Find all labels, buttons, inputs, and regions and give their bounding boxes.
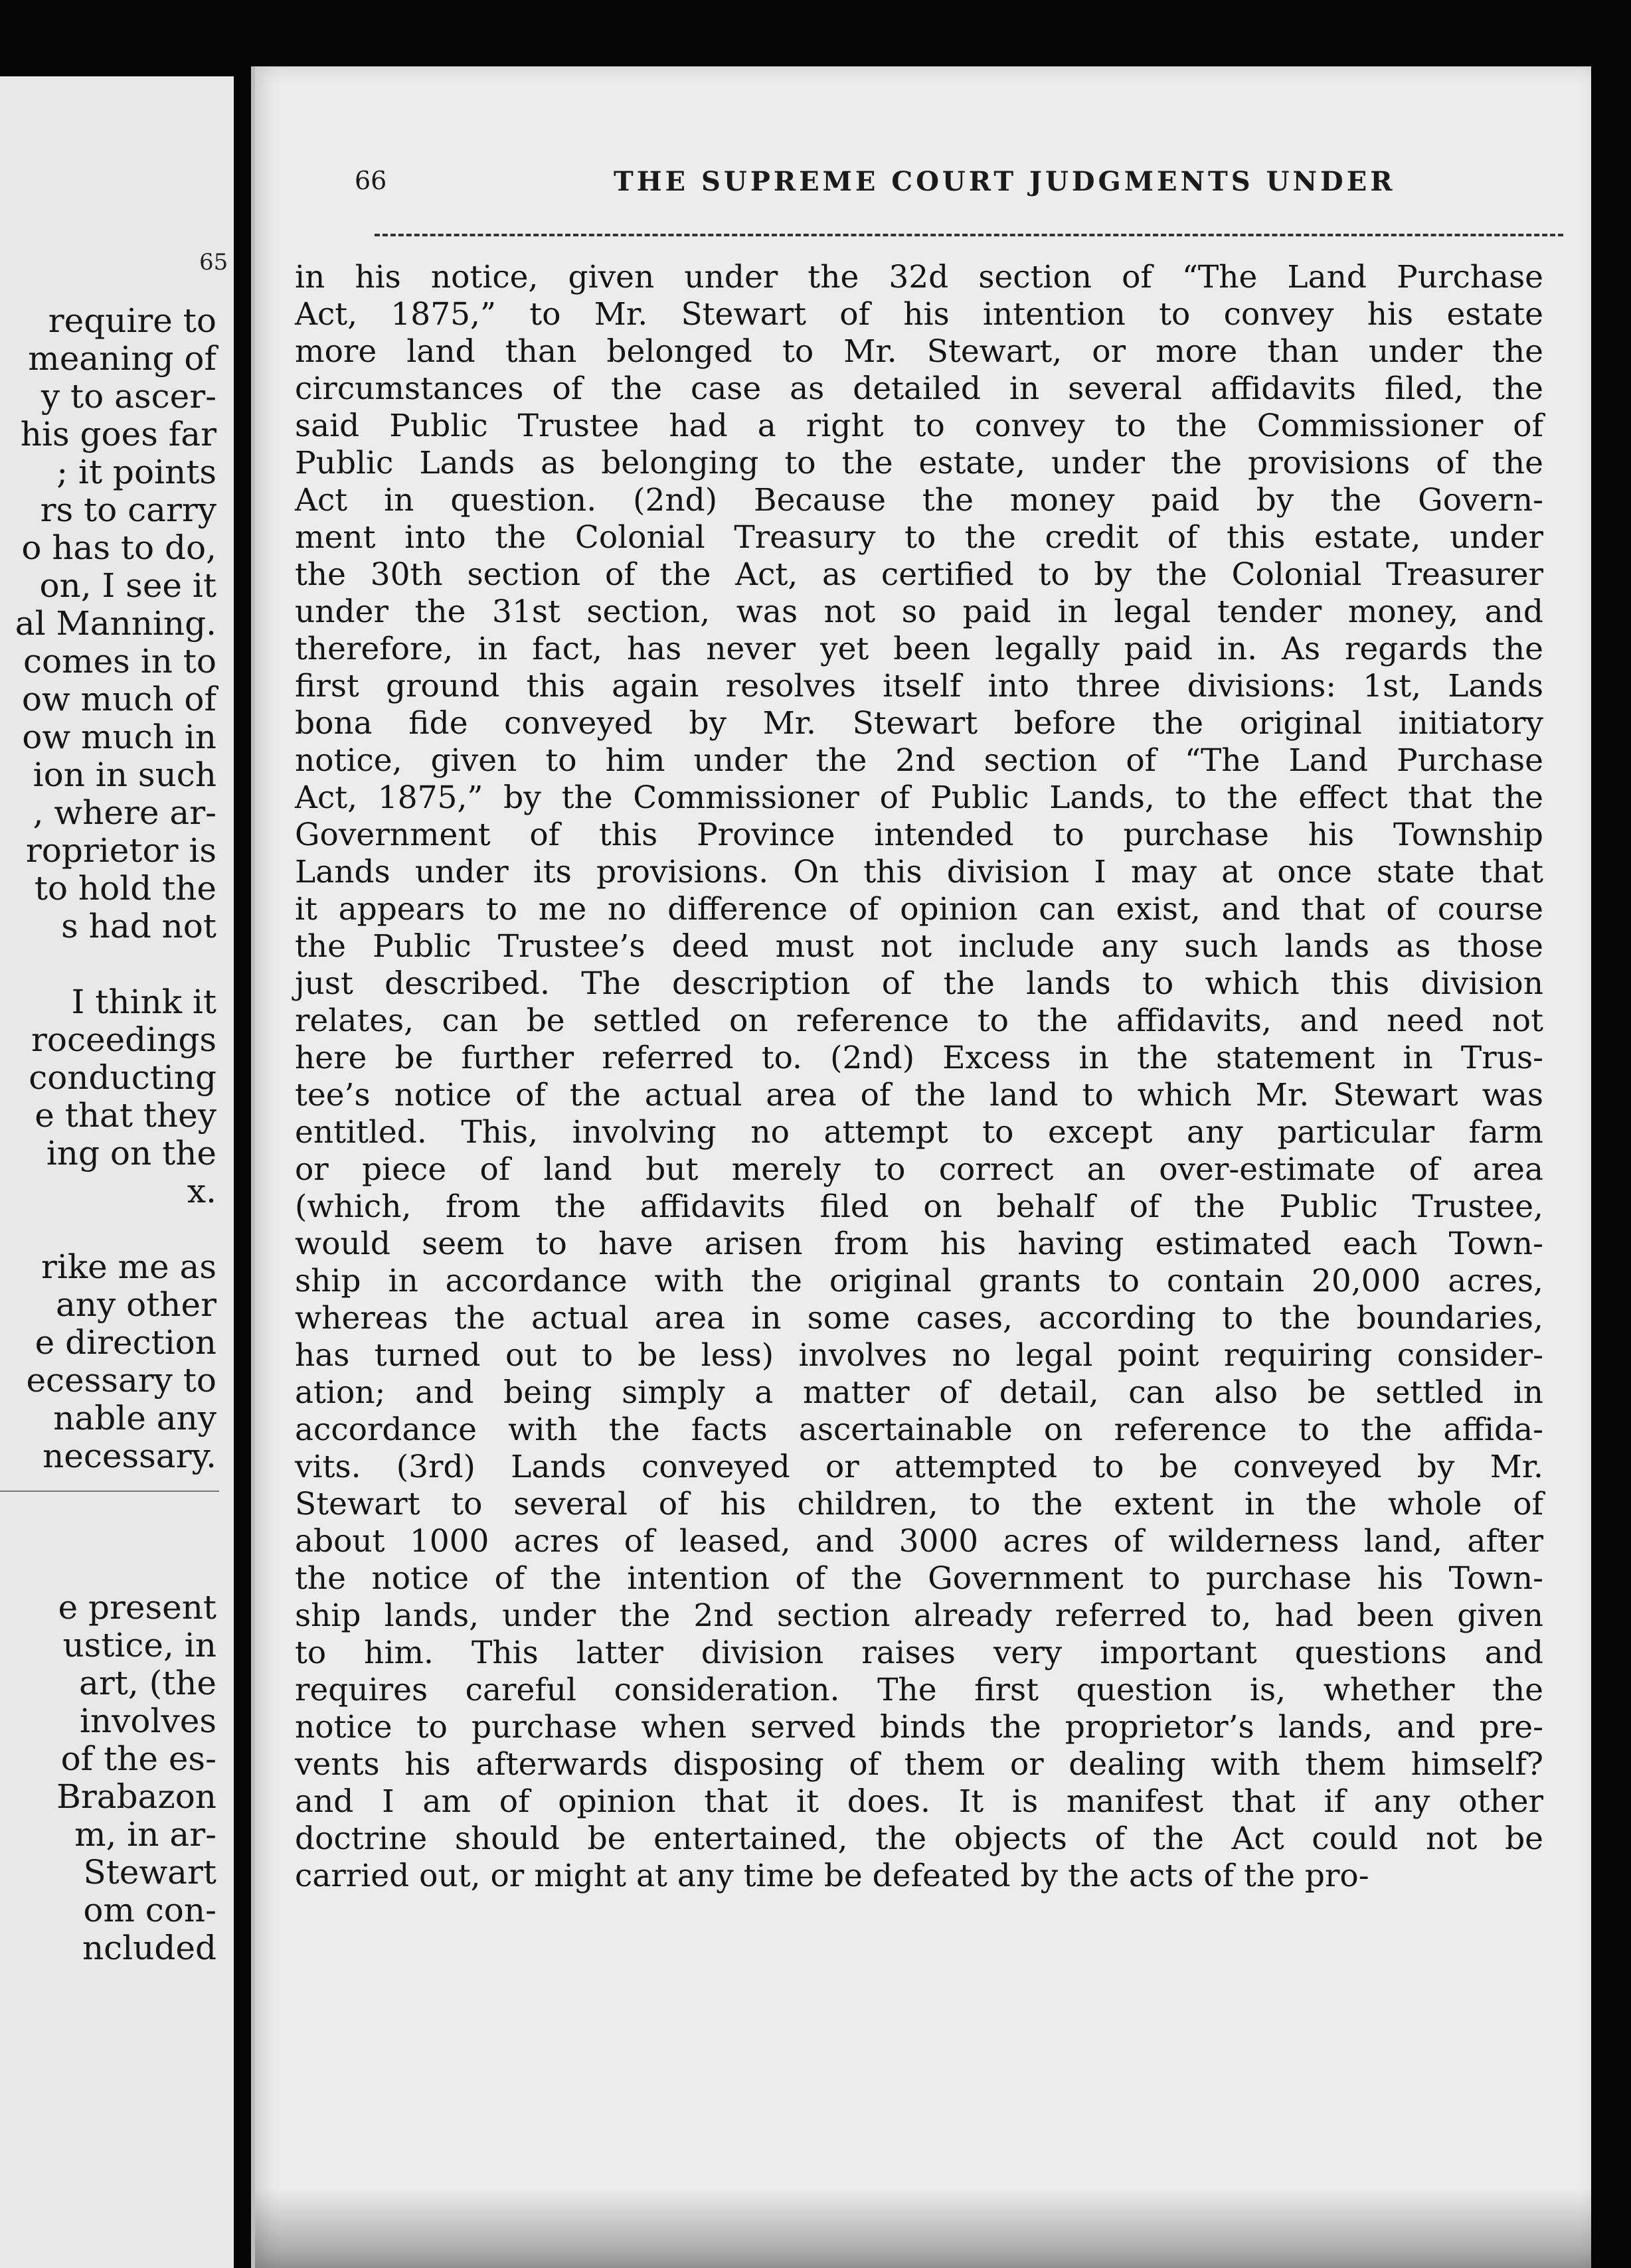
facing-text-line: ncluded — [82, 1929, 216, 1967]
facing-text-line: e present — [58, 1588, 216, 1627]
facing-text-line: necessary. — [43, 1437, 216, 1475]
text-line: accordance with the facts ascertainable on reference to the affida- — [295, 1412, 1543, 1448]
facing-page-fragment — [0, 76, 234, 2268]
text-line: ment into the Colonial Treasury to the credit of this estate, under — [295, 519, 1543, 556]
text-line: in his notice, given under the 32d section of “The Land Purchase — [295, 259, 1543, 295]
text-line: ship lands, under the 2nd section already referred to, had been given — [295, 1597, 1543, 1634]
facing-text-line: I think it — [71, 983, 216, 1021]
facing-text-line: any other — [55, 1285, 216, 1324]
facing-text-line: conducting — [29, 1058, 216, 1097]
facing-text-line: , where ar- — [33, 793, 216, 832]
text-line: notice to purchase when served binds the proprietor’s lands, and pre- — [295, 1709, 1543, 1745]
facing-text-line: his goes far — [20, 415, 216, 453]
text-line: (which, from the affidavits filed on behalf of the Public Trustee, — [295, 1188, 1543, 1225]
facing-text-line: x. — [187, 1172, 216, 1210]
text-line: Act, 1875,” by the Commissioner of Public Lands, to the effect that the — [295, 779, 1543, 816]
facing-text-line: om con- — [83, 1891, 216, 1929]
facing-text-line: e direction — [35, 1323, 216, 1362]
text-line: just described. The description of the lands to which this division — [295, 965, 1543, 1002]
text-line: would seem to have arisen from his having estimated each Town- — [295, 1226, 1543, 1262]
facing-text-line: rs to carry — [40, 491, 216, 529]
text-line: has turned out to be less) involves no legal point requiring consider- — [295, 1337, 1543, 1374]
facing-text-line: ow much in — [22, 718, 216, 756]
text-line: vents his afterwards disposing of them or dealing with them himself? — [295, 1746, 1543, 1783]
facing-text-line: roprietor is — [25, 831, 216, 870]
text-line: the Public Trustee’s deed must not include any such lands as those — [295, 928, 1543, 965]
text-line: tee’s notice of the actual area of the land to which Mr. Stewart was — [295, 1077, 1543, 1113]
page-header — [255, 166, 1591, 219]
facing-text-line: comes in to — [23, 642, 216, 681]
text-line: entitled. This, involving no attempt to except any particular farm — [295, 1114, 1543, 1151]
text-line: circumstances of the case as detailed in several affidavits filed, the — [295, 370, 1543, 407]
text-line: therefore, in fact, has never yet been legally paid in. As regards the — [295, 631, 1543, 667]
facing-text-line: meaning of — [28, 339, 216, 378]
facing-text-line: ustice, in — [62, 1626, 216, 1664]
facing-text-line: ow much of — [21, 680, 216, 718]
text-line: it appears to me no difference of opinion can exist, and that of course — [295, 891, 1543, 928]
text-line: notice, given to him under the 2nd section of “The Land Purchase — [295, 742, 1543, 779]
facing-text-line: o has to do, — [21, 528, 216, 567]
facing-text-line: nable any — [53, 1399, 216, 1437]
header-rule — [375, 234, 1563, 236]
facing-text-line: rike me as — [41, 1248, 216, 1286]
text-line: Government of this Province intended to purchase his Township — [295, 817, 1543, 853]
text-line: Lands under its provisions. On this division I may at once state that — [295, 854, 1543, 890]
page-number: 66 — [355, 166, 387, 195]
facing-text-line: roceedings — [31, 1020, 216, 1059]
facing-text-line: ing on the — [46, 1134, 216, 1173]
facing-text-line: m, in ar- — [74, 1815, 216, 1854]
facing-text-line: al Manning. — [15, 604, 216, 643]
text-line: Public Lands as belonging to the estate, under the provisions of the — [295, 445, 1543, 481]
facing-page-number: 65 — [199, 249, 228, 276]
facing-text-line: e that they — [35, 1096, 216, 1135]
facing-text-line: y to ascer- — [41, 377, 216, 416]
facing-text-line: Brabazon — [56, 1777, 216, 1816]
text-line: Act in question. (2nd) Because the money paid by the Govern- — [295, 482, 1543, 519]
text-line: doctrine should be entertained, the objects of the Act could not be — [295, 1821, 1543, 1857]
facing-text-line: art, (the — [79, 1664, 216, 1702]
text-line: vits. (3rd) Lands conveyed or attempted to be conveyed by Mr. — [295, 1449, 1543, 1485]
facing-text-line: ; it points — [56, 453, 216, 491]
running-head: THE SUPREME COURT JUDGMENTS UNDER — [614, 166, 1396, 197]
text-line: or piece of land but merely to correct an over-estimate of area — [295, 1151, 1543, 1188]
text-line: about 1000 acres of leased, and 3000 acres of wilderness land, after — [295, 1523, 1543, 1560]
text-line: the notice of the intention of the Government to purchase his Town- — [295, 1560, 1543, 1597]
main-page — [251, 66, 1591, 2268]
text-line: under the 31st section, was not so paid in legal tender money, and — [295, 594, 1543, 630]
facing-text-line: s had not — [61, 907, 216, 945]
facing-text-line: of the es- — [60, 1740, 216, 1778]
page-shadow — [255, 2188, 1591, 2268]
text-line: Act, 1875,” to Mr. Stewart of his intention to convey his estate — [295, 296, 1543, 333]
text-line: here be further referred to. (2nd) Excess in the statement in Trus- — [295, 1040, 1543, 1076]
text-line: more land than belonged to Mr. Stewart, or more than under the — [295, 333, 1543, 370]
text-line: the 30th section of the Act, as certified to by the Colonial Treasurer — [295, 556, 1543, 593]
facing-text-line: involves — [79, 1702, 216, 1740]
text-line: requires careful consideration. The first question is, whether the — [295, 1672, 1543, 1708]
facing-text-line: on, I see it — [39, 566, 216, 605]
text-line: to him. This latter division raises very important questions and — [295, 1635, 1543, 1671]
facing-text-line: Stewart — [83, 1853, 216, 1892]
text-line: relates, can be settled on reference to the affidavits, and need not — [295, 1003, 1543, 1039]
text-line: and I am of opinion that it does. It is manifest that if any other — [295, 1783, 1543, 1820]
text-line: bona fide conveyed by Mr. Stewart before the original initiatory — [295, 705, 1543, 742]
text-line: Stewart to several of his children, to the extent in the whole of — [295, 1486, 1543, 1522]
text-line: ation; and being simply a matter of detail, can also be settled in — [295, 1374, 1543, 1411]
text-line: ship in accordance with the original grants to contain 20,000 acres, — [295, 1263, 1543, 1299]
facing-text-line: ecessary to — [26, 1361, 216, 1400]
text-line: first ground this again resolves itself into three divisions: 1st, Lands — [295, 668, 1543, 704]
facing-text-line: require to — [48, 301, 216, 340]
text-line: said Public Trustee had a right to convey to the Commissioner of — [295, 408, 1543, 444]
facing-text-line: to hold the — [34, 869, 216, 908]
facing-page-rule — [0, 1491, 219, 1492]
text-line: whereas the actual area in some cases, according to the boundaries, — [295, 1300, 1543, 1336]
facing-text-line: ion in such — [33, 756, 216, 794]
text-line: carried out, or might at any time be defeated by the acts of the pro- — [295, 1858, 1369, 1894]
